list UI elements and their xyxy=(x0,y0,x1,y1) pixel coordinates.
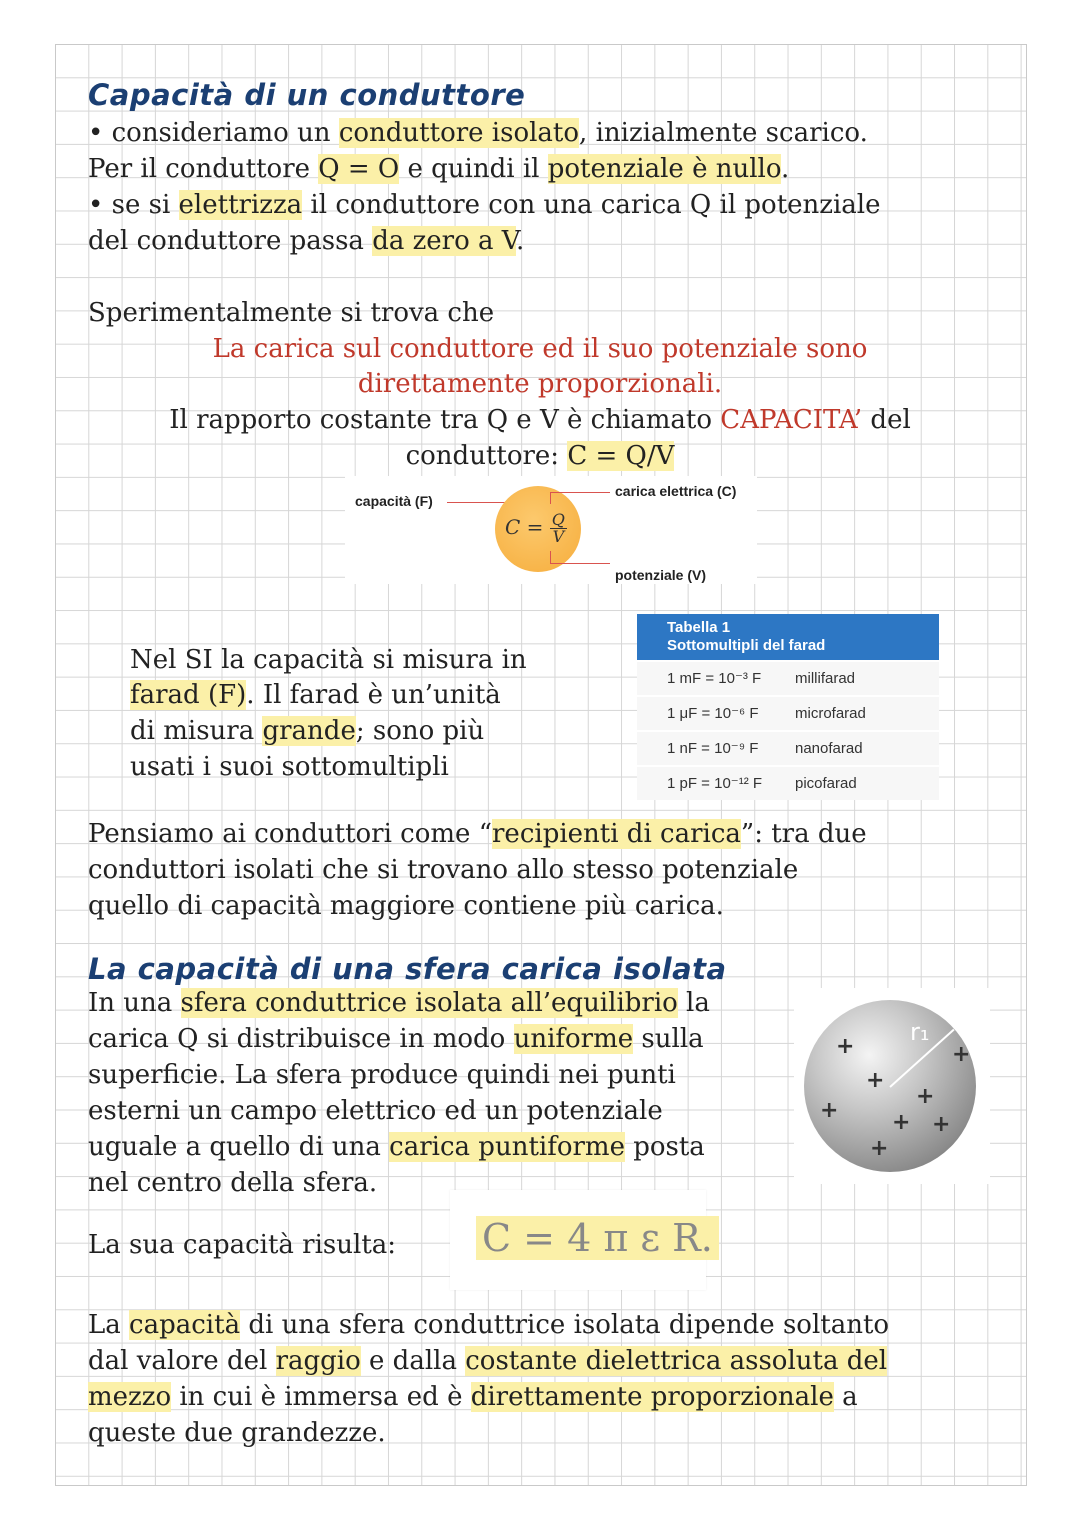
sphere-text-line4: esterni un campo elettrico ed un potenziale xyxy=(88,1096,663,1126)
text-line-zero-charge xyxy=(88,151,789,187)
text-line-zero-to-v xyxy=(88,223,524,259)
plus-sign: + xyxy=(870,1136,889,1161)
text-fragment: Per il conduttore xyxy=(88,154,319,184)
table-cell-value: 1 pF = 10⁻¹² F xyxy=(667,775,763,792)
text-line-formula xyxy=(88,438,992,474)
table-cell-value: 1 μF = 10⁻⁶ F xyxy=(667,705,759,722)
text-fragment: del conduttore passa xyxy=(88,226,373,256)
text-fragment: sulla xyxy=(633,1024,704,1054)
highlight-capacity: capacità xyxy=(129,1310,241,1340)
text-fragment: , inizialmente scarico. xyxy=(579,118,868,148)
highlight-isolated-conductor: conduttore isolato xyxy=(338,118,580,148)
text-fragment: . xyxy=(781,154,790,184)
red-statement-line2: direttamente proporzionali. xyxy=(357,369,723,399)
text-line-experiment: Sperimentalmente si trova che xyxy=(88,298,495,328)
table-subtitle: Sottomultipli del farad xyxy=(667,637,826,654)
text-fragment: di una sfera conduttrice isolata dipende soltanto xyxy=(240,1310,890,1340)
charged-sphere-figure xyxy=(794,988,990,1184)
text-fragment: Il rapporto costante tra Q e V è chiamato xyxy=(169,405,721,435)
text-fragment: ”: tra due xyxy=(740,819,867,849)
leader-line xyxy=(447,502,507,503)
highlight-medium: mezzo xyxy=(88,1382,172,1412)
text-fragment: . Il farad è un’unità xyxy=(246,680,501,710)
leader-line xyxy=(550,563,610,564)
conclusion-line3 xyxy=(88,1379,858,1415)
text-line-bullet1 xyxy=(88,115,868,151)
text-line-ratio xyxy=(88,402,992,438)
text-fragment: carica Q si distribuisce in modo xyxy=(88,1024,514,1054)
submultiples-table xyxy=(637,614,939,800)
conclusion-line1 xyxy=(88,1307,889,1343)
table-header xyxy=(637,614,939,660)
highlight-potential-null: potenziale è nullo xyxy=(547,154,782,184)
table-row xyxy=(637,765,939,800)
table-row xyxy=(637,695,939,730)
highlight-farad: farad (F) xyxy=(130,680,247,710)
formula-numerator: Q xyxy=(551,510,565,529)
plus-sign: + xyxy=(866,1068,885,1093)
formula-c-equals-q-over-v xyxy=(505,512,567,545)
table-cell-name: nanofarad xyxy=(795,740,863,757)
highlight-electrify: elettrizza xyxy=(178,190,303,220)
highlight-large: grande xyxy=(262,716,356,746)
plus-sign: + xyxy=(952,1042,971,1067)
table-title: Tabella 1 xyxy=(667,619,731,636)
containers-line1 xyxy=(88,816,867,852)
table-row xyxy=(637,730,939,765)
text-fragment: e dalla xyxy=(360,1346,466,1376)
text-fragment: in cui è immersa ed è xyxy=(171,1382,471,1412)
table-cell-name: picofarad xyxy=(795,775,857,792)
highlight-formula-c-q-v: C = Q/V xyxy=(567,441,675,471)
label-capacity: capacità (F) xyxy=(355,493,433,509)
table-cell-value: 1 mF = 10⁻³ F xyxy=(667,670,762,687)
red-statement-line1: La carica sul conduttore ed il suo potenziale sono xyxy=(212,334,868,364)
text-fragment: Pensiamo ai conduttori come “ xyxy=(88,819,492,849)
section-title-sphere: La capacità di una sfera carica isolata xyxy=(88,952,727,986)
plus-sign: + xyxy=(836,1034,855,1059)
si-text-line4: usati i suoi sottomultipli xyxy=(130,752,449,782)
highlight-directly-proportional: direttamente proporzionale xyxy=(470,1382,834,1412)
capacity-formula-figure xyxy=(345,476,757,584)
text-fragment: il conduttore con una carica Q il potenziale xyxy=(302,190,881,220)
charged-sphere xyxy=(804,1000,976,1172)
highlight-dielectric-constant: costante dielettrica assoluta del xyxy=(465,1346,888,1376)
sphere-text-line5 xyxy=(88,1129,705,1165)
formula-fraction xyxy=(550,512,567,545)
conclusion-line4: queste due grandezze. xyxy=(88,1418,386,1448)
sphere-capacity-formula: C = 4 π ε R. xyxy=(476,1216,719,1260)
text-fragment: la xyxy=(677,988,710,1018)
si-text-line2 xyxy=(130,677,501,713)
table-cell-value: 1 nF = 10⁻⁹ F xyxy=(667,740,759,757)
text-fragment: posta xyxy=(624,1132,705,1162)
highlight-zero-to-v: da zero a V xyxy=(372,226,517,256)
plus-sign: + xyxy=(892,1110,911,1135)
plus-sign: + xyxy=(932,1112,951,1137)
text-fragment: di misura xyxy=(130,716,263,746)
table-cell-name: millifarad xyxy=(795,670,856,687)
label-charge: carica elettrica (C) xyxy=(615,483,737,499)
plus-sign: + xyxy=(820,1098,839,1123)
text-fragment: dal valore del xyxy=(88,1346,276,1376)
si-text-line3 xyxy=(130,713,484,749)
containers-line2: conduttori isolati che si trovano allo stesso potenziale xyxy=(88,855,799,885)
text-fragment: . xyxy=(516,226,525,256)
leader-line xyxy=(550,492,551,504)
highlight-radius: raggio xyxy=(275,1346,361,1376)
result-label: La sua capacità risulta: xyxy=(88,1230,397,1260)
plus-sign: + xyxy=(916,1084,935,1109)
red-capacity-word: CAPACITA’ xyxy=(720,405,863,435)
highlight-q-zero: Q = O xyxy=(318,154,400,184)
sphere-text-line1 xyxy=(88,985,710,1021)
text-fragment: La xyxy=(88,1310,130,1340)
formula-lhs: C = xyxy=(505,515,544,539)
text-fragment: conduttore: xyxy=(405,441,568,471)
text-fragment: • se si xyxy=(88,190,179,220)
highlight-isolated-sphere: sfera conduttrice isolata all’equilibrio xyxy=(180,988,678,1018)
si-text-line1: Nel SI la capacità si misura in xyxy=(130,645,527,675)
conclusion-line2 xyxy=(88,1343,887,1379)
text-fragment: e quindi il xyxy=(399,154,548,184)
table-cell-name: microfarad xyxy=(795,705,866,722)
text-fragment: a xyxy=(833,1382,858,1412)
leader-line xyxy=(550,551,551,563)
text-fragment: • consideriamo un xyxy=(88,118,339,148)
text-fragment: uguale a quello di una xyxy=(88,1132,390,1162)
radius-label: r₁ xyxy=(910,1018,930,1046)
sphere-text-line6: nel centro della sfera. xyxy=(88,1168,378,1198)
leader-line xyxy=(550,492,610,493)
sphere-text-line3: superficie. La sfera produce quindi nei punti xyxy=(88,1060,676,1090)
formula-denominator: V xyxy=(552,527,565,546)
label-potential: potenziale (V) xyxy=(615,567,707,583)
text-fragment: del xyxy=(862,405,911,435)
highlight-point-charge: carica puntiforme xyxy=(389,1132,625,1162)
highlight-uniform: uniforme xyxy=(513,1024,634,1054)
text-fragment: In una xyxy=(88,988,181,1018)
sphere-capacity-formula-box xyxy=(450,1190,713,1290)
section-title-capacity: Capacità di un conduttore xyxy=(88,78,526,112)
sphere-text-line2 xyxy=(88,1021,704,1057)
containers-line3: quello di capacità maggiore contiene più carica. xyxy=(88,891,724,921)
highlight-charge-containers: recipienti di carica xyxy=(492,819,741,849)
table-row xyxy=(637,660,939,695)
text-line-bullet2 xyxy=(88,187,881,223)
text-fragment: ; sono più xyxy=(355,716,485,746)
